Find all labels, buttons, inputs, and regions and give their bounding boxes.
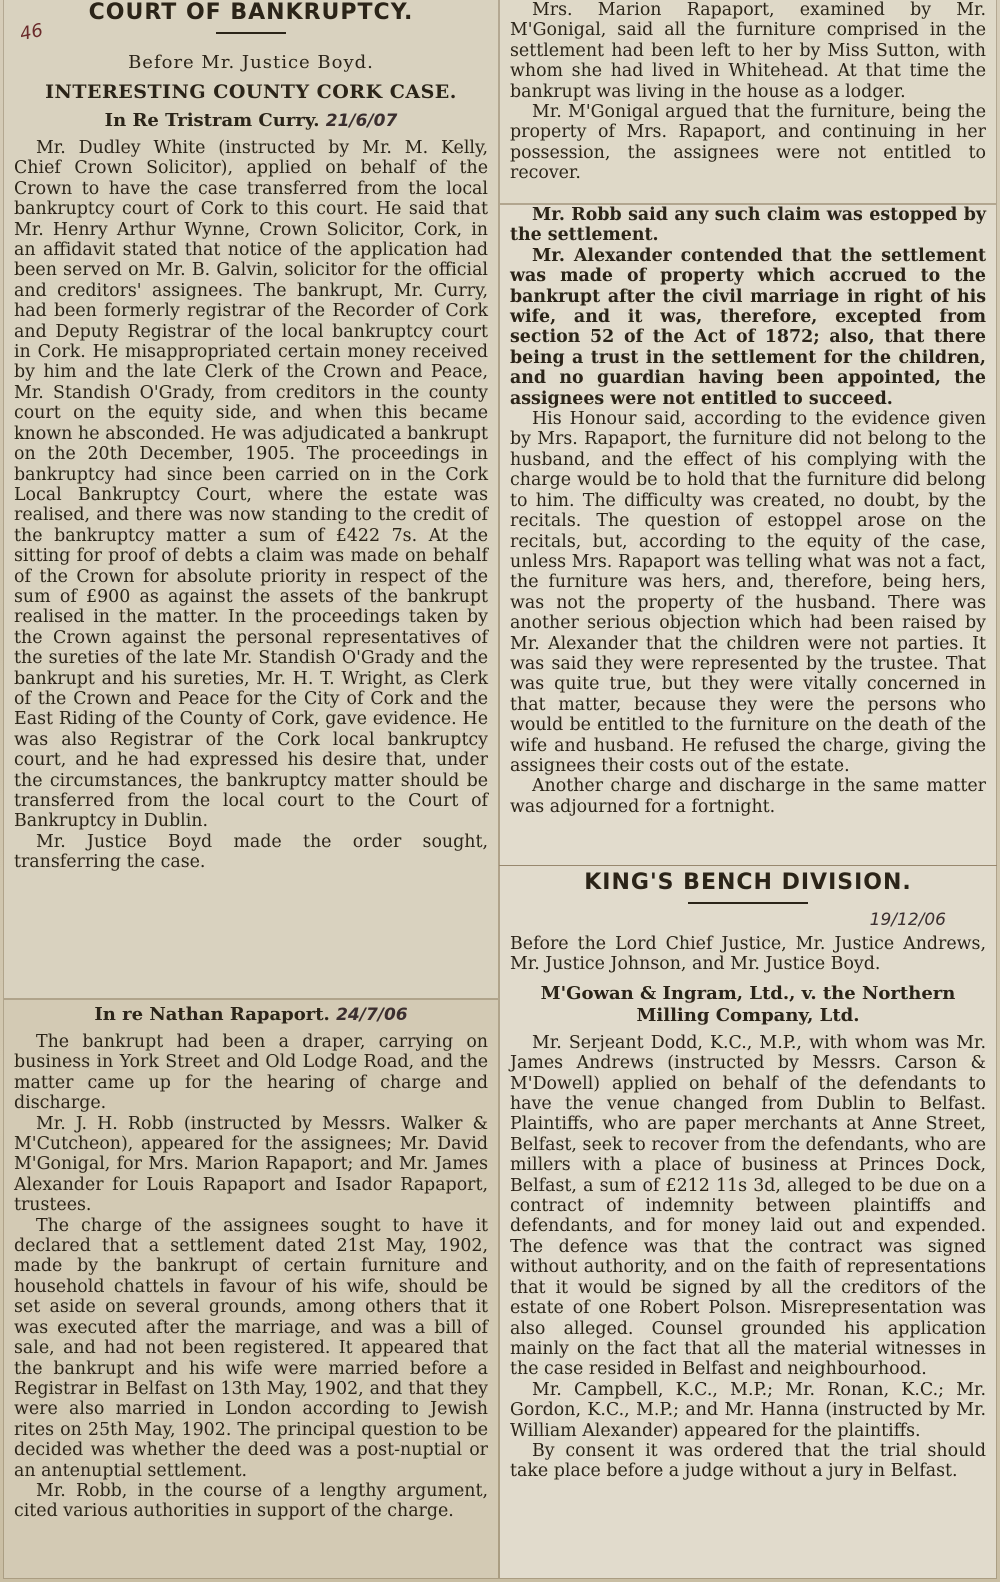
section-title: COURT OF BANKRUPTCY. xyxy=(88,0,414,25)
title-rule xyxy=(688,902,808,904)
paragraph: Another charge and discharge in the same matter was adjourned for a fortnight. xyxy=(510,776,986,817)
article-body xyxy=(510,1033,986,1482)
date-note-handwritten: 19/12/06 xyxy=(869,910,946,930)
before-judges: Before the Lord Chief Justice, Mr. Justice Andrews, Mr. Justice Johnson, and Mr. Justice Boyd. xyxy=(510,934,986,975)
case-date-handwritten: 24/7/06 xyxy=(336,1005,408,1025)
date-note-line xyxy=(510,910,986,930)
paragraph: The charge of the assignees sought to have it declared that a settlement dated 21st May, 1902, made by the bankrupt of certain furniture and household chattels in favour of his wife, should be set aside on several grounds, among others that it was executed after the marriage, and was a bill of sale, and had not been registered. It appeared that the bankrupt and his wife were married before a Registrar in Belfast on 13th May, 1902, and that they were also married in London according to Jewish rites on 25th May, 1902. The principal question to be decided was whether the deed was a post-nuptial or an antenuptial settlement. xyxy=(14,1215,488,1481)
paragraph: Mr. M'Gonigal argued that the furniture, being the property of Mrs. Rapaport, and continuing in her possession, the assignees were not entitled to recover. xyxy=(510,102,986,184)
paragraph: By consent it was ordered that the trial should take place before a judge without a jury in Belfast. xyxy=(510,1440,986,1482)
paragraph: Mrs. Marion Rapaport, examined by Mr. M'Gonigal, said all the furniture comprised in the settlement had been left to her by Miss Sutton, with whom she had lived in Whitehead. At that time the bankrupt was living in the house as a lodger. xyxy=(510,0,986,102)
paragraph: Mr. Serjeant Dodd, K.C., M.P., with whom was Mr. James Andrews (instructed by Messrs. Carson & M'Dowell) applied on behalf of the defendants to have the venue changed from Dublin to Belfast. Plaintiffs, who are paper merchants at Anne Street, Belfast, seek to recover from the defendants, who are millers with a place of business at Princes Dock, Belfast, a sum of £212 11s 3d, alleged to be due on a contract of indemnity between plaintiffs and defendants, and for money laid out and expended. The defence was that the contract was signed without authority, and on the faith of representations that it would be signed by all the creditors of the estate of one Robert Polson. Misrepresentation was also alleged. Counsel grounded his application mainly on the fact that all the material witnesses in the case resided in Belfast and neighbourhood. xyxy=(510,1032,986,1380)
case-title-line xyxy=(14,110,488,132)
paragraph: Mr. Campbell, K.C., M.P.; Mr. Ronan, K.C.; Mr. Gordon, K.C., M.P.; and Mr. Hanna (instructed by Mr. William Alexander) appeared for the plaintiffs. xyxy=(510,1379,986,1441)
paragraph: His Honour said, according to the evidence given by Mrs. Rapaport, the furniture did not belong to the husband, and the effect of his complying with the charge would be to hold that the furniture did belong to him. The difficulty was created, no doubt, by the recitals. The question of estoppel arose on the recitals, but, according to the equity of the case, unless Mrs. Rapaport was telling what was not a fact, the furniture was hers, and, therefore, being hers, was not the property of the husband. There was another serious objection which had been raised by Mr. Alexander that the children were not parties. It was said they were represented by the trustee. That was quite true, but they were vitally concerned in that matter, because they were the persons who would be entitled to the furniture on the death of the wife and husband. He refused the charge, giving the assignees their costs out of the estate. xyxy=(510,409,986,776)
clipping-court-of-bankruptcy xyxy=(4,0,498,998)
case-title: In re Nathan Rapaport. xyxy=(94,1004,330,1025)
title-rule xyxy=(216,32,286,34)
paragraph: Mr. Robb, in the course of a lengthy argument, cited various authorities in support of the charge. xyxy=(14,1480,488,1522)
paragraph: Mr. Dudley White (instructed by Mr. M. Kelly, Chief Crown Solicitor), applied on behalf of the Crown to have the case transferred from the local bankruptcy court of Cork to this court. He said that Mr. Henry Arthur Wynne, Crown Solicitor, Cork, in an affidavit stated that notice of the application had been served on Mr. B. Galvin, solicitor for the official and creditors' assignees. The bankrupt, Mr. Curry, had been formerly registrar of the Recorder of Cork and Deputy Registrar of the local bankruptcy court in Cork. He misappropriated certain money received by him and the late Clerk of the Crown and Peace, Mr. Standish O'Grady, from creditors in the county court on the equity side, and when this became known he absconded. He was adjudicated a bankrupt on the 20th December, 1905. The proceedings in bankruptcy had since been carried on in the Cork Local Bankruptcy Court, where the estate was realised, and there was now standing to the credit of the bankruptcy matter a sum of £422 7s. At the sitting for proof of debts a claim was made on behalf of the Crown for absolute priority in respect of the sum of £900 as against the assets of the bankrupt realised in the matter. In the proceedings taken by the Crown against the personal representatives of the sureties of the late Mr. Standish O'Grady and the bankrupt and his sureties, Mr. H. T. Wright, as Clerk of the Crown and Peace for the City of Cork and the East Riding of the County of Cork, gave evidence. He was also Registrar of the Cork local bankruptcy court, and he had expressed his desire that, under the circumstances, the bankruptcy matter should be transferred from the local court to the Court of Bankruptcy in Dublin. xyxy=(14,138,488,832)
paragraph: Mr. Alexander contended that the settlement was made of property which accrued to the bankrupt after the civil marriage in right of his wife, and it was, therefore, excepted from section 52 of the Act of 1872; also, that there being a trust in the settlement for the children, and no guardian having been appointed, the assignees were not entitled to succeed. xyxy=(510,245,986,409)
case-title-line xyxy=(14,1004,488,1026)
clipping-rapaport-continued xyxy=(500,0,996,203)
article-body xyxy=(14,138,488,873)
clipping-rapaport-judgment xyxy=(500,205,996,865)
section-title: KING'S BENCH DIVISION. xyxy=(584,870,912,895)
article-body xyxy=(14,1032,488,1522)
paragraph: Mr. Justice Boyd made the order sought, transferring the case. xyxy=(14,831,488,873)
case-title: M'Gowan & Ingram, Ltd., v. the Northern Milling Company, Ltd. xyxy=(540,982,956,1026)
paragraph: Mr. Robb said any such claim was estopped by the settlement. xyxy=(510,205,986,246)
clipping-kings-bench xyxy=(500,866,996,1578)
paragraph: The bankrupt had been a draper, carrying on business in York Street and Old Lodge Road, and the matter came up for the hearing of charge and discharge. xyxy=(14,1032,488,1114)
clipping-rapaport-case xyxy=(4,1000,498,1578)
case-title: In Re Tristram Curry. xyxy=(104,110,320,131)
paragraph: Mr. J. H. Robb (instructed by Messrs. Walker & M'Cutcheon), appeared for the assignees; Mr. David M'Gonigal, for Mrs. Marion Rapaport; and Mr. James Alexander for Louis Rapaport and Isador Rapaport, trustees. xyxy=(14,1113,488,1216)
article-body xyxy=(510,0,986,184)
margin-note-handwritten: 46 xyxy=(18,19,45,46)
before-judge: Before Mr. Justice Boyd. xyxy=(128,52,374,73)
article-subtitle: INTERESTING COUNTY CORK CASE. xyxy=(45,81,457,103)
article-body xyxy=(510,205,986,817)
case-date-handwritten: 21/6/07 xyxy=(325,111,398,131)
